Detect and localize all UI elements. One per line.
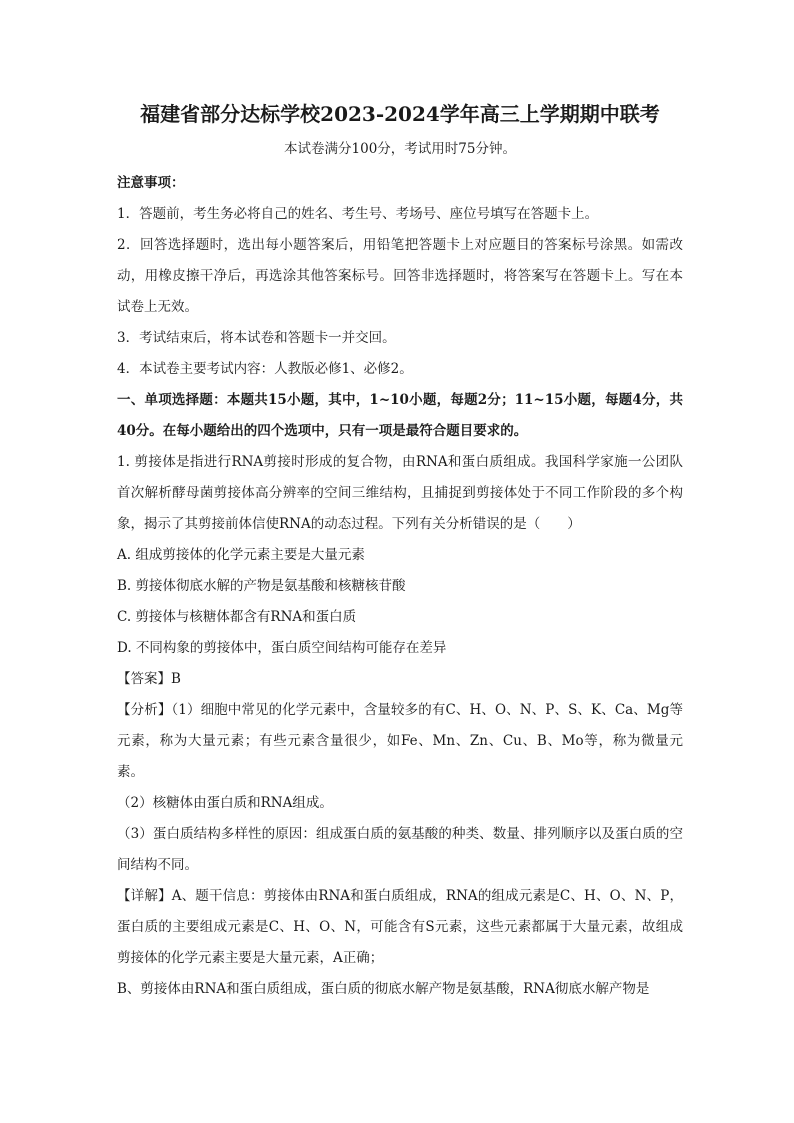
document-title: 福建省部分达标学校2023-2024学年高三上学期期中联考 xyxy=(140,102,660,126)
detail-paragraph: 【详解】A、题干信息：剪接体由RNA和蛋白质组成，RNA的组成元素是C、H、O、N、P，蛋白质的主要组成元素是C、H、O、N，可能含有S元素，这些元素都属于大量元素，故组成剪接体的化学元素主要是大量元素，A正确； xyxy=(117,888,683,966)
answer-line: 【答案】B xyxy=(117,671,181,687)
section-heading: 一、单项选择题：本题共15小题，其中，1~10小题，每题2分；11~15小题，每题4分，共40分。在每小题给出的四个选项中，只有一项是最符合题目要求的。 xyxy=(117,392,683,439)
analysis-paragraph: （2）核糖体由蛋白质和RNA组成。 xyxy=(117,795,333,811)
note-item: 3．考试结束后，将本试卷和答题卡一并交回。 xyxy=(117,330,396,346)
notes-heading: 注意事项： xyxy=(117,175,185,191)
detail-paragraph: B、剪接体由RNA和蛋白质组成，蛋白质的彻底水解产物是氨基酸，RNA彻底水解产物是 xyxy=(117,981,650,997)
note-item: 4．本试卷主要考试内容：人教版必修1、必修2。 xyxy=(117,361,413,377)
exam-info: 本试卷满分100分，考试用时75分钟。 xyxy=(284,141,516,157)
question-stem: 1. 剪接体是指进行RNA剪接时形成的复合物，由RNA和蛋白质组成。我国科学家施一公团队首次解析酵母菌剪接体高分辨率的空间三维结构，且捕捉到剪接体处于不同工作阶段的多个构象，揭示了其剪接前体信使RNA的动态过程。下列有关分析错误的是（ ） xyxy=(117,454,683,532)
note-item: 1．答题前，考生务必将自己的姓名、考生号、考场号、座位号填写在答题卡上。 xyxy=(117,206,599,222)
option-d: D. 不同构象的剪接体中，蛋白质空间结构可能存在差异 xyxy=(117,640,447,656)
document-page xyxy=(117,100,683,1005)
note-item: 2．回答选择题时，选出每小题答案后，用铅笔把答题卡上对应题目的答案标号涂黑。如需改动，用橡皮擦干净后，再选涂其他答案标号。回答非选择题时，将答案写在答题卡上。写在本试卷上无效。 xyxy=(117,237,683,315)
option-a: A. 组成剪接体的化学元素主要是大量元素 xyxy=(117,547,365,563)
analysis-paragraph: 【分析】（1）细胞中常见的化学元素中，含量较多的有C、H、O、N、P、S、K、Ca、Mg等元素，称为大量元素；有些元素含量很少，如Fe、Mn、Zn、Cu、B、Mo等，称为微量元素。 xyxy=(117,702,683,780)
option-b: B. 剪接体彻底水解的产物是氨基酸和核糖核苷酸 xyxy=(117,578,406,594)
option-c: C. 剪接体与核糖体都含有RNA和蛋白质 xyxy=(117,609,357,625)
analysis-paragraph: （3）蛋白质结构多样性的原因：组成蛋白质的氨基酸的种类、数量、排列顺序以及蛋白质的空间结构不同。 xyxy=(117,826,683,873)
